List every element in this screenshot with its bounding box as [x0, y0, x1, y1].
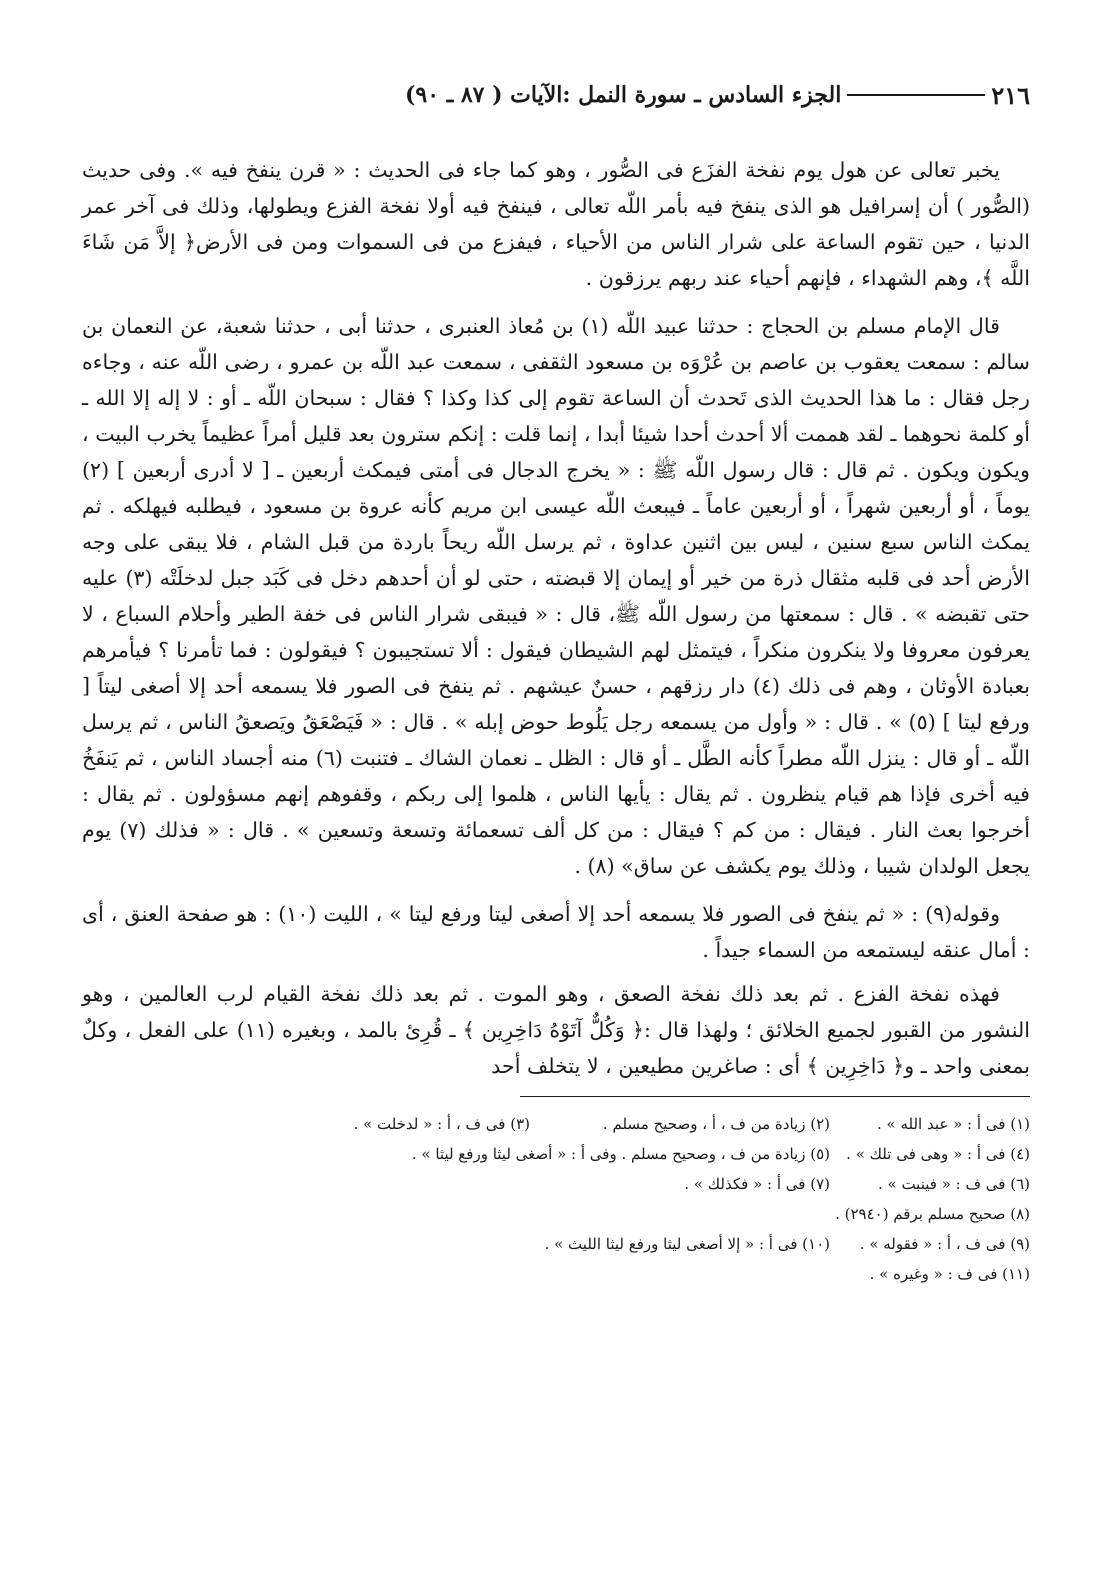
- page-number: ٢١٦: [991, 80, 1030, 110]
- footnote-7: (٧) فى أ : « فكذلك » .: [684, 1175, 830, 1193]
- paragraph-4: فهذه نفخة الفزع . ثم بعد ذلك نفخة الصعق ، وهو الموت . ثم بعد ذلك نفخة القيام لرب العالمين ، وهو النشور من القبور لجميع الخلائق ؛ ولهذا قال :﴿ وَكُلٌّ آتَوْهُ دَاخِرِين ﴾ ـ قُرِئ بالمد ، وبغيره (١١) على الفعل ، وكلٌ بمعنى واحد ـ و﴿ دَاخِرِين ﴾ أى : صاغرين مطيعين ، لا يتخلف أحد: [82, 982, 1030, 1078]
- footnote-4: (٤) فى أ : « وهى فى تلك » .: [846, 1145, 1030, 1163]
- footnote-9: (٩) فى ف ، أ : « فقوله » .: [859, 1235, 1030, 1253]
- book-page: [82, 78, 1030, 1518]
- footnote-11: (١١) فى ف : « وغيره » .: [869, 1265, 1030, 1283]
- footnote-separator: [520, 1096, 1030, 1097]
- footnote-8: (٨) صحيح مسلم برقم (٢٩٤٠) .: [835, 1205, 1030, 1223]
- footnote-row: [82, 1199, 1030, 1229]
- footnote-3: (٣) فى ف ، أ : « لدخلت » .: [353, 1115, 530, 1133]
- main-text: [82, 152, 1030, 1084]
- footnote-row: [82, 1229, 1030, 1259]
- footnote-6: (٦) فى ف : « فينبت » .: [877, 1175, 1030, 1193]
- paragraph-2: قال الإمام مسلم بن الحجاج : حدثنا عبيد اللّه (١) بن مُعاذ العنبرى ، حدثنا أبى ، حدثنا شعبة، عن النعمان بن سالم : سمعت يعقوب بن عاصم بن عُرْوَه بن مسعود الثقفى ، سمعت عبد اللّه بن عمرو ، رضى اللّه عنه ، وجاءه رجل فقال : ما هذا الحديث الذى تَحدث أن الساعة تقوم إلى كذا وكذا ؟ فقال : سبحان اللّه ـ أو : لا إله إلا الله ـ أو كلمة نحوهما ـ لقد هممت ألا أحدث أحدا شيئا أبدا ، إنما قلت : إنكم سترون بعد قليل أمراً عظيماً يخرب البيت ، ويكون ويكون . ثم قال : قال رسول اللّه ﷺ : « يخرج الدجال فى أمتى فيمكث أربعين ـ [ لا أدرى أربعين ] (٢) يوماً ، أو أربعين شهراً ، أو أربعين عاماً ـ فيبعث اللّه عيسى ابن مريم كأنه عروة بن مسعود ، فيطلبه فيهلكه . ثم يمكث الناس سبع سنين ، ليس بين اثنين عداوة ، ثم يرسل اللّه ريحاً باردة من قبل الشام ، فلا يبقى على وجه الأرض أحد فى قلبه مثقال ذرة من خير أو إيمان إلا قبضته ، حتى لو أن أحدهم دخل فى كَبَد جبل لدخلَتْه (٣) عليه حتى تقبضه » . قال : سمعتها من رسول اللّه ﷺ، قال : « فيبقى شرار الناس فى خفة الطير وأحلام السباع ، لا يعرفون معروفا ولا ينكرون منكراً ، فيتمثل لهم الشيطان فيقول : ألا تستجيبون ؟ فيقولون : فما تأمرنا ؟ فيأمرهم بعبادة الأوثان ، وهم فى ذلك (٤) دار رزقهم ، حسنٌ عيشهم . ثم ينفخ فى الصور فلا يسمعه أحد إلا أصغى ليتاً [ ورفع ليتا ] (٥) » . قال : « وأول من يسمعه رجل يَلُوط حوض إبله » . قال : « فَيَصْعَقُ ويَصعقُ الناس ، ثم يرسل اللّه ـ أو قال : ينزل اللّه مطراً كأنه الطَّل ـ أو قال : الظل ـ نعمان الشاك ـ فتنبت (٦) منه أجساد الناس ، ثم يَنفَخُ فيه أخرى فإذا هم قيام ينظرون . ثم يقال : يأيها الناس ، هلموا إلى ربكم ، وقفوهم إنهم مسؤولون . ثم يقال : أخرجوا بعث النار . فيقال : من كم ؟ فيقال : من كل ألف تسعمائة وتسعة وتسعين » . قال : « فذلك (٧) يوم يجعل الولدان شيبا ، وذلك يوم يكشف عن ساق» (٨) .: [82, 314, 1031, 878]
- footnote-2: (٢) زيادة من ف ، أ ، وصحيح مسلم .: [602, 1115, 830, 1133]
- footnote-1: (١) فى أ : « عبد الله » .: [876, 1115, 1030, 1133]
- footnote-row: [82, 1259, 1030, 1289]
- footnote-row: [82, 1109, 1030, 1139]
- header-rule: [847, 94, 985, 96]
- paragraph-3: وقوله(٩) : « ثم ينفخ فى الصور فلا يسمعه أحد إلا أصغى ليتا ورفع ليتا » ، الليت (١٠) : هو صفحة العنق ، أى : أمال عنقه ليستمعه من السماء جيداً .: [82, 902, 1030, 962]
- page-header: [82, 78, 1030, 112]
- footnote-row: [82, 1139, 1030, 1169]
- paragraph-1: يخبر تعالى عن هول يوم نفخة الفزَع فى الصُّور ، وهو كما جاء فى الحديث : « قرن ينفخ فيه ». وفى حديث (الصُّور ) أن إسرافيل هو الذى ينفخ فيه بأمر اللّه تعالى ، فينفخ فيه أولا نفخة الفزع ويطولها، وذلك فى آخر عمر الدنيا ، حين تقوم الساعة على شرار الناس من الأحياء ، فيفزع من فى السموات ومن فى الأرض﴿ إلاَّ مَن شَاءَ اللَّه ﴾، وهم الشهداء ، فإنهم أحياء عند ربهم يرزقون .: [82, 158, 1030, 290]
- footnote-row: [82, 1169, 1030, 1199]
- footnote-10: (١٠) فى أ : « إلا أصغى ليثا ورفع ليثا الليث » .: [544, 1235, 830, 1253]
- running-title: الجزء السادس ـ سورة النمل :الآيات ( ٨٧ ـ ٩٠): [404, 82, 842, 108]
- footnotes: [82, 1109, 1030, 1289]
- footnote-5: (٥) زيادة من ف ، وصحيح مسلم . وفى أ : « أصغى ليثا ورفع ليثا » .: [411, 1145, 830, 1163]
